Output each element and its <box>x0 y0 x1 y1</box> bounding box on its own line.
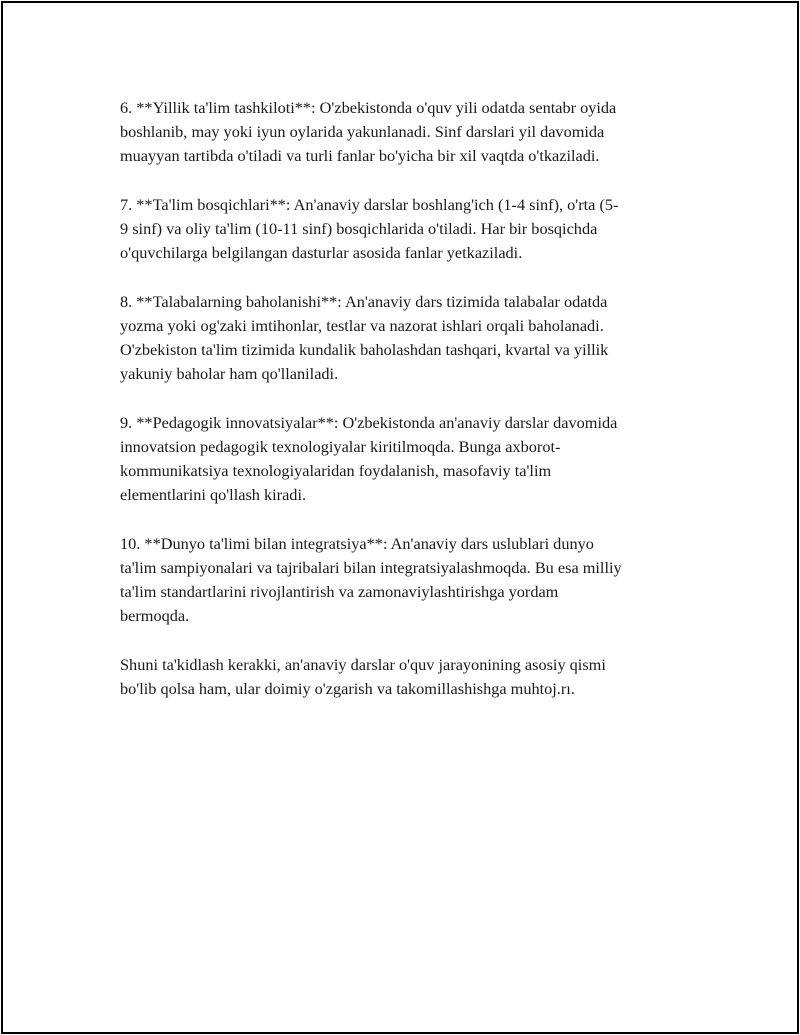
paragraph-yillik-talim-tashkiloti <box>120 96 695 169</box>
paragraph-talabalarning-baholanishi <box>120 290 695 387</box>
text-line: ta'lim standartlarini rivojlantirish va zamonaviylashtirishga yordam <box>120 582 559 601</box>
paragraph-conclusion <box>120 653 695 701</box>
text-line: 7. **Ta'lim bosqichlari**: An'anaviy darslar boshlang'ich (1-4 sinf), o'rta (5- <box>120 194 619 214</box>
text-line: 8. **Talabalarning baholanishi**: An'anaviy dars tizimida talabalar odatda <box>120 291 608 311</box>
text-line: 6. **Yillik ta'lim tashkiloti**: O'zbekistonda o'quv yili odatda sentabr oyida <box>120 98 617 117</box>
text-line: kommunikatsiya texnologiyalaridan foydalanish, masofaviy ta'lim <box>120 461 552 480</box>
text-line: yakuniy baholar ham qo'llaniladi. <box>120 364 339 384</box>
text-line: bo'lib qolsa ham, ular doimiy o'zgarish va takomillashishga muhtoj.rı. <box>120 678 575 698</box>
text-line: innovatsion pedagogik texnologiyalar kiritilmoqda. Bunga axborot- <box>120 436 561 456</box>
text-line: o'quvchilarga belgilangan dasturlar asosida fanlar yetkaziladi. <box>120 243 523 263</box>
text-line: bermoqda. <box>120 606 190 626</box>
paragraph-pedagogik-innovatsiyalar <box>120 411 695 508</box>
document-body <box>120 96 695 725</box>
text-line: O'zbekiston ta'lim tizimida kundalik baholashdan tashqari, kvartal va yillik <box>120 340 609 359</box>
text-line: 10. **Dunyo ta'limi bilan integratsiya**: An'anaviy dars uslublari dunyo <box>120 533 594 553</box>
text-line: ta'lim sampiyonalari va tajribalari bilan integratsiyalashmoqda. Bu esa milliy <box>120 557 622 577</box>
text-line: elementlarini qo'llash kiradi. <box>120 485 307 505</box>
text-line: Shuni ta'kidlash kerakki, an'anaviy darslar o'quv jarayonining asosiy qismi <box>120 654 606 674</box>
paragraph-talim-bosqichlari <box>120 193 695 266</box>
text-line: yozma yoki og'zaki imtihonlar, testlar va nazorat ishlari orqali baholanadi. <box>120 315 604 335</box>
page-frame <box>1 1 799 1034</box>
text-line: 9 sinf) va oliy ta'lim (10-11 sinf) bosqichlarida o'tiladi. Har bir bosqichda <box>120 219 598 238</box>
text-line: 9. **Pedagogik innovatsiyalar**: O'zbekistonda an'anaviy darslar davomida <box>120 412 618 432</box>
text-line: muayyan tartibda o'tiladi va turli fanlar bo'yicha bir xil vaqtda o'tkaziladi. <box>120 146 600 166</box>
paragraph-dunyo-talimi-integratsiya <box>120 532 695 629</box>
text-line: boshlanib, may yoki iyun oylarida yakunlanadi. Sinf darslari yil davomida <box>120 122 605 142</box>
